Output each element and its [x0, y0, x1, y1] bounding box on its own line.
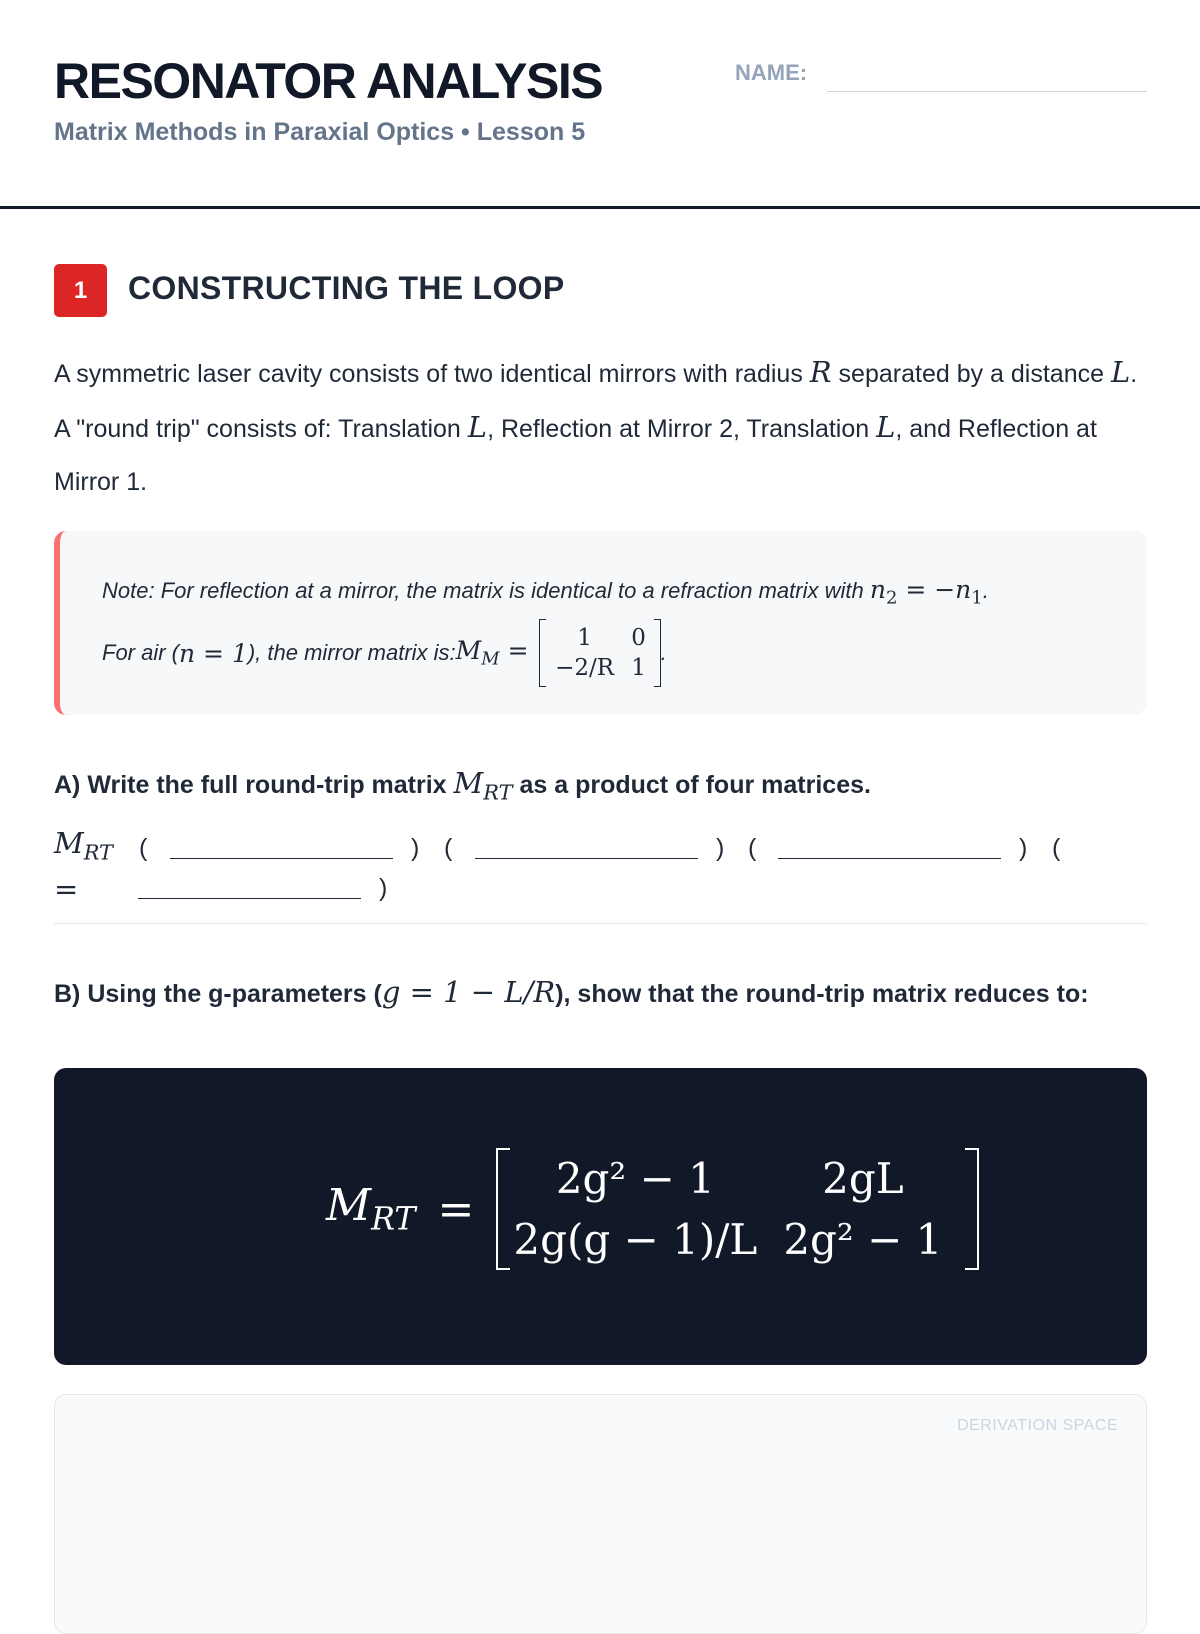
note-callout [54, 531, 1147, 715]
section-title: CONSTRUCTING THE LOOP [128, 270, 565, 306]
open-paren: ( [444, 834, 453, 862]
intro-text: separated by a distance [831, 360, 1111, 388]
prompt-text: B) Using the g-parameters ( [54, 980, 382, 1008]
close-paren: ) [716, 834, 725, 862]
intro-text: , Reflection at Mirror 2, Translation [487, 415, 877, 443]
equals-sign: = [499, 636, 529, 666]
matrix-grid [510, 1154, 965, 1264]
page-subtitle: Matrix Methods in Paraxial Optics • Lesson 5 [54, 118, 586, 146]
mirror-matrix-symbol [456, 636, 529, 669]
subscript: RT [371, 1201, 416, 1238]
part-a-prompt [54, 766, 871, 804]
close-paren: ) [379, 874, 388, 902]
name-label: NAME: [735, 60, 808, 85]
subscript: M [481, 648, 500, 670]
g-parameter-equation: g = 1 − L/R [381, 975, 556, 1009]
note-text: ), the mirror matrix is: [247, 640, 456, 665]
note-text: . [982, 578, 989, 603]
divider [54, 923, 1147, 924]
var-L: L [876, 410, 896, 444]
symbol-M: M [453, 766, 484, 800]
section-number-badge: 1 [54, 264, 107, 317]
symbol-M: M [326, 1180, 372, 1232]
note-equation [869, 575, 983, 609]
matrix-cell: −2/R [555, 655, 615, 681]
intro-text: . A "round trip" consists of: Translation [54, 360, 1138, 443]
open-paren: ( [1052, 834, 1061, 862]
matrix-cell: 1 [577, 625, 592, 651]
prompt-text: as a product of four matrices. [512, 771, 871, 799]
matrix-2-blank[interactable] [475, 858, 698, 859]
matrix-cell: 0 [631, 625, 646, 651]
subscript: 1 [971, 587, 983, 609]
mrt-symbol [453, 766, 513, 805]
mirror-matrix [539, 619, 661, 687]
matrix-cell: 2g(g − 1)/L [513, 1215, 758, 1264]
symbol-minus-n: = −n [897, 575, 972, 604]
intro-text: , and Reflection at Mirror 1. [54, 415, 1097, 496]
note-line-2 [102, 619, 1142, 687]
intro-text: A symmetric laser cavity consists of two identical mirrors with radius [54, 360, 810, 388]
var-L: L [1110, 355, 1131, 389]
mrt-symbol [326, 1180, 415, 1238]
matrix-3-blank[interactable] [778, 858, 1001, 859]
matrix-cell: 2g² − 1 [555, 1154, 715, 1203]
name-input-line[interactable] [827, 91, 1147, 92]
worksheet-header [0, 0, 1200, 209]
left-bracket [496, 1148, 510, 1270]
close-paren: ) [1019, 834, 1028, 862]
symbol-M: M [455, 636, 482, 666]
note-text: Note: For reflection at a mirror, the matrix is identical to a refraction matrix with [102, 578, 870, 603]
matrix-cell: 2g² − 1 [783, 1215, 943, 1264]
matrix-1-blank[interactable] [170, 858, 393, 859]
prompt-text: ), show that the round-trip matrix reduces to: [555, 980, 1089, 1008]
note-text: For air ( [102, 640, 179, 665]
var-L: L [467, 410, 488, 444]
derivation-label: DERIVATION SPACE [957, 1417, 1118, 1434]
symbol-n: n [869, 575, 886, 604]
symbol-M: M [54, 826, 84, 860]
subscript: 2 [885, 587, 898, 609]
matrix-4-blank[interactable] [138, 898, 361, 899]
equals-sign: = [437, 1183, 475, 1235]
subscript: RT [83, 840, 113, 865]
close-paren: ) [411, 834, 420, 862]
note-text: . [660, 640, 667, 665]
answer-equals: = [54, 872, 79, 906]
open-paren: ( [748, 834, 757, 862]
answer-lhs [54, 826, 113, 864]
prompt-text: A) Write the full round-trip matrix [54, 771, 454, 799]
left-bracket [539, 619, 546, 687]
part-b-prompt [54, 970, 1164, 1016]
round-trip-matrix-equation [326, 1148, 979, 1270]
result-equation-box [54, 1068, 1147, 1365]
intro-paragraph [54, 346, 1154, 509]
note-body [102, 575, 1142, 687]
page-title: RESONATOR ANALYSIS [54, 53, 603, 109]
right-bracket [654, 619, 661, 687]
derivation-space[interactable] [54, 1394, 1147, 1634]
subscript: RT [483, 780, 513, 805]
note-line-1 [102, 575, 1142, 619]
matrix-cell: 2gL [822, 1154, 904, 1203]
open-paren: ( [139, 834, 148, 862]
air-equation: n = 1 [179, 638, 248, 668]
matrix-cell: 1 [631, 655, 646, 681]
right-bracket [965, 1148, 979, 1270]
matrix-grid [546, 625, 654, 681]
var-R: R [809, 355, 832, 389]
